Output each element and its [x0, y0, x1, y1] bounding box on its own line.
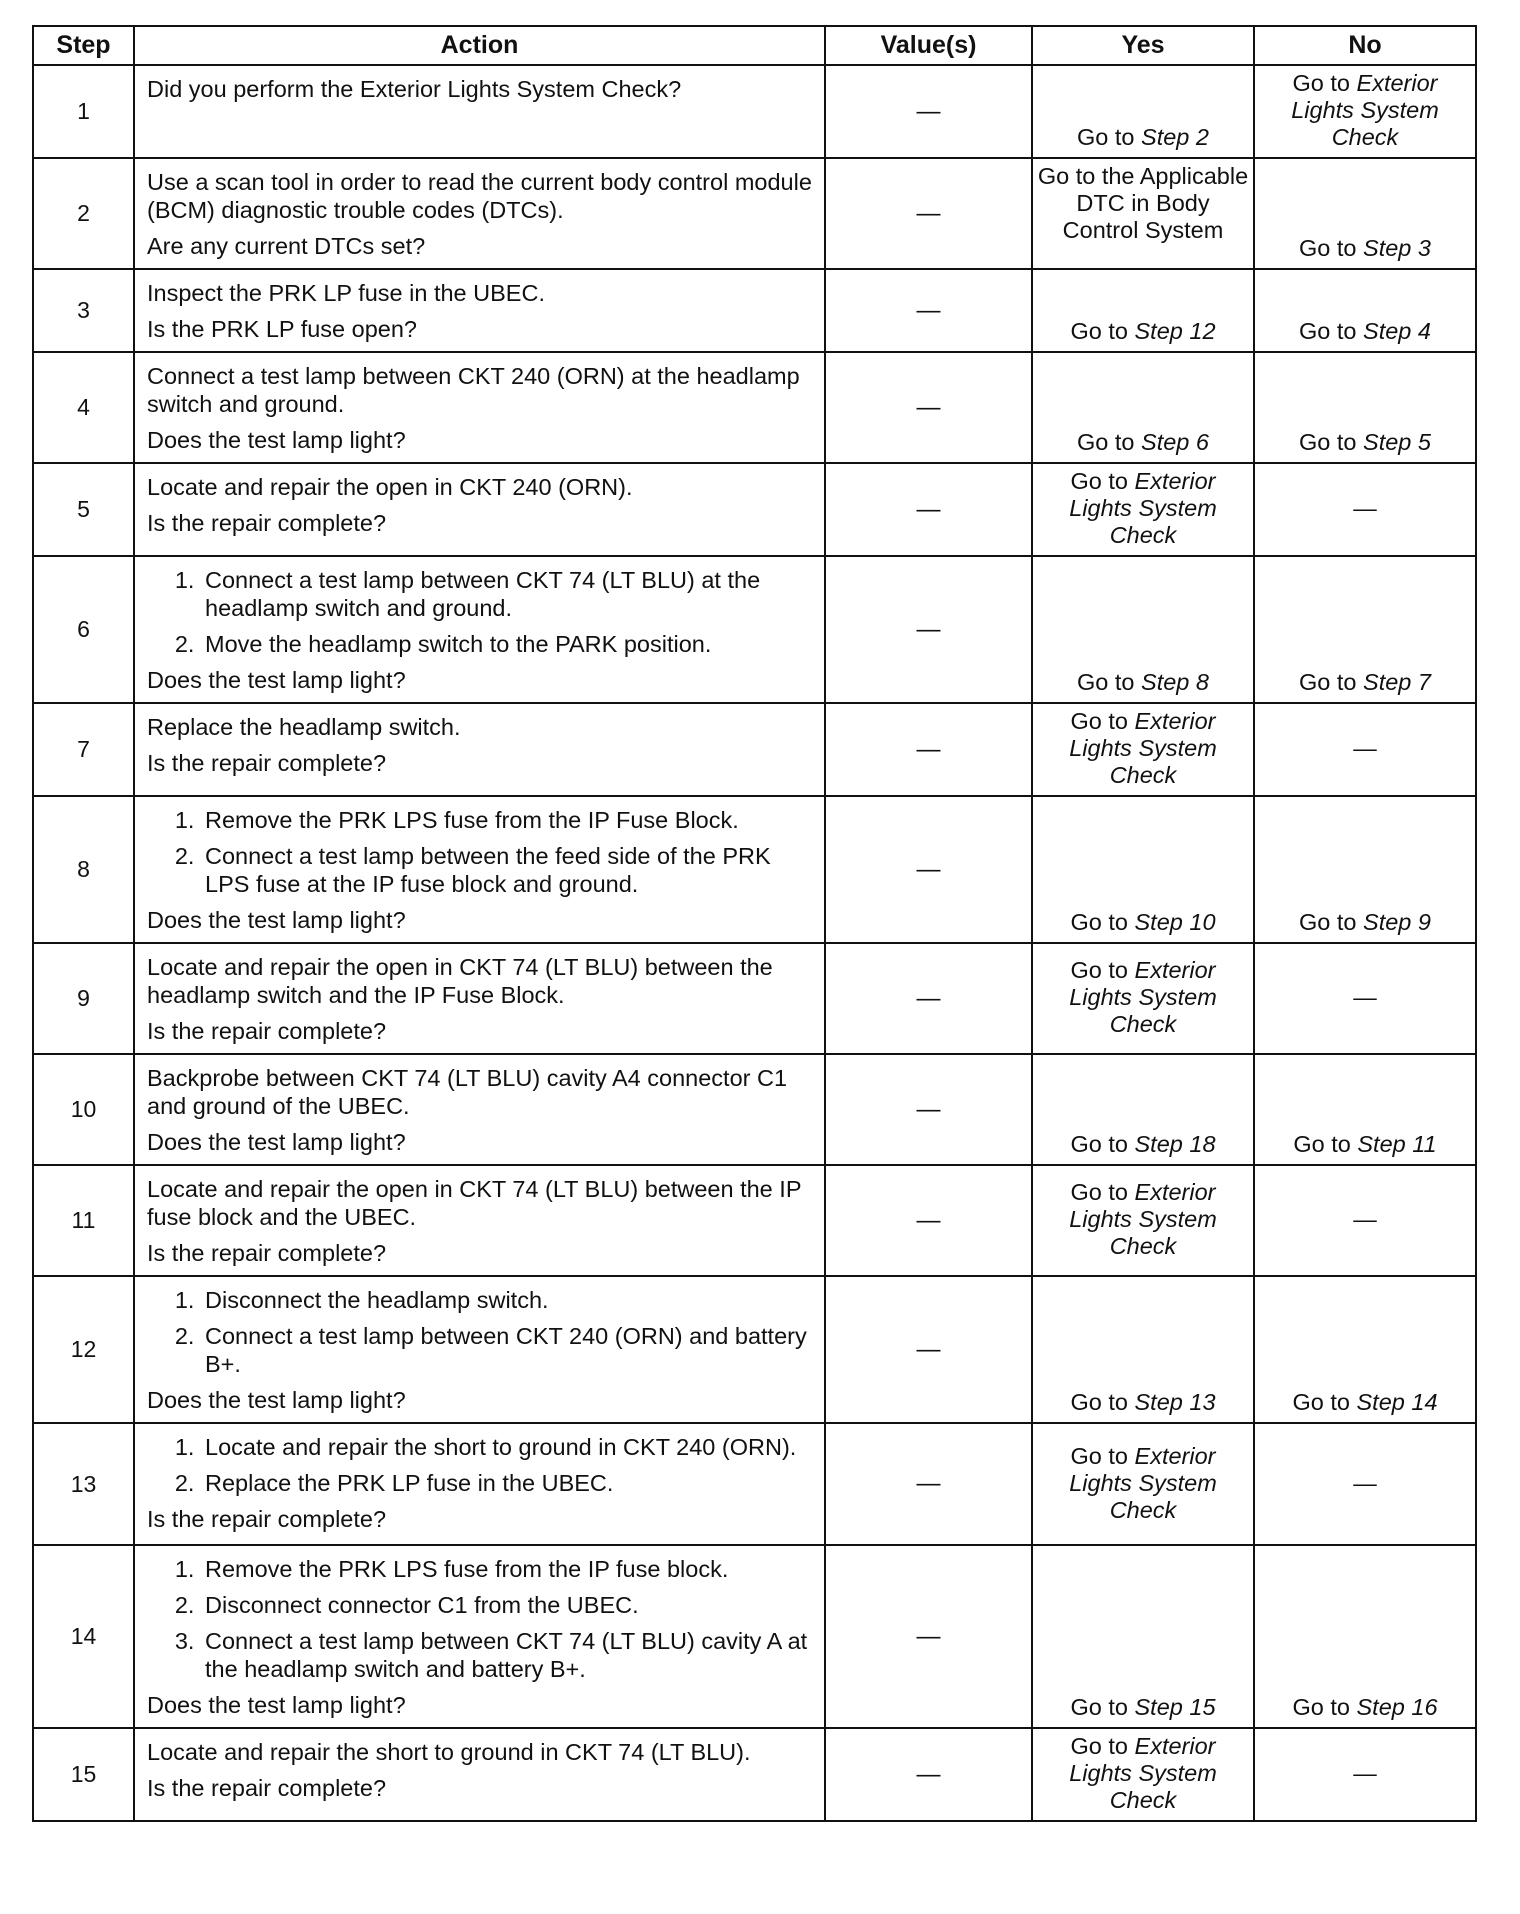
no-cell	[1254, 943, 1476, 1054]
yes-prefix: Go to	[1070, 708, 1135, 734]
substep-item: 2. Move the headlamp switch to the PARK position.	[201, 630, 814, 658]
value-cell: —	[825, 1545, 1032, 1728]
yes-prefix: Go to	[1070, 468, 1135, 494]
yes-prefix: Go to	[1070, 1389, 1135, 1415]
value-cell: —	[825, 1423, 1032, 1545]
question-text: Does the test lamp light?	[147, 1387, 406, 1413]
no-cell	[1254, 1165, 1476, 1276]
value-cell: —	[825, 703, 1032, 796]
no-cell	[1254, 796, 1476, 943]
no-prefix: Go to	[1299, 909, 1364, 935]
yes-link[interactable]: Step 13	[1134, 1389, 1216, 1415]
no-dash: —	[1353, 1760, 1377, 1786]
step-number: 4	[33, 352, 134, 463]
yes-cell	[1032, 65, 1254, 158]
action-text: Locate and repair the open in CKT 240 (ORN).	[147, 474, 633, 500]
yes-link[interactable]: Exterior Lights System Check	[1069, 468, 1217, 548]
substep-item: 2. Connect a test lamp between CKT 240 (ORN) and battery B+.	[201, 1322, 814, 1378]
substep-item: 1. Disconnect the headlamp switch.	[201, 1286, 814, 1314]
action-text: Are any current DTCs set?	[147, 233, 426, 259]
value-cell: —	[825, 352, 1032, 463]
value-cell: —	[825, 1054, 1032, 1165]
value-cell: —	[825, 1728, 1032, 1821]
yes-cell	[1032, 556, 1254, 703]
yes-cell	[1032, 463, 1254, 556]
substep-item: 2. Disconnect connector C1 from the UBEC.	[201, 1591, 814, 1619]
no-prefix: Go to	[1292, 1694, 1357, 1720]
action-text: Locate and repair the short to ground in CKT 74 (LT BLU).	[147, 1739, 751, 1765]
yes-link[interactable]: Step 8	[1141, 669, 1209, 695]
no-prefix: Go to	[1299, 429, 1364, 455]
table-row	[33, 1423, 1476, 1545]
table-row	[33, 703, 1476, 796]
action-text: Does the test lamp light?	[147, 1129, 406, 1155]
no-dash: —	[1353, 984, 1377, 1010]
action-cell	[134, 1276, 825, 1423]
yes-prefix: Go to	[1070, 318, 1135, 344]
step-number: 7	[33, 703, 134, 796]
step-number: 2	[33, 158, 134, 269]
step-number: 10	[33, 1054, 134, 1165]
action-text: Is the PRK LP fuse open?	[147, 316, 417, 342]
action-text: Replace the headlamp switch.	[147, 714, 461, 740]
no-prefix: Go to	[1292, 70, 1357, 96]
action-cell	[134, 796, 825, 943]
action-cell	[134, 1054, 825, 1165]
yes-link[interactable]: Step 6	[1141, 429, 1209, 455]
table-row	[33, 943, 1476, 1054]
yes-link[interactable]: Step 12	[1134, 318, 1216, 344]
no-link[interactable]: Step 9	[1363, 909, 1431, 935]
no-link[interactable]: Step 3	[1363, 235, 1431, 261]
table-row	[33, 1165, 1476, 1276]
action-text: Did you perform the Exterior Lights System Check?	[147, 76, 682, 102]
yes-cell	[1032, 1545, 1254, 1728]
no-link[interactable]: Step 11	[1357, 1131, 1437, 1157]
yes-cell	[1032, 943, 1254, 1054]
substep-list	[147, 1433, 814, 1497]
substep-item: 2. Connect a test lamp between the feed side of the PRK LPS fuse at the IP fuse block and ground.	[201, 842, 814, 898]
question-text: Does the test lamp light?	[147, 1692, 406, 1718]
action-text: Inspect the PRK LP fuse in the UBEC.	[147, 280, 545, 306]
yes-cell	[1032, 1054, 1254, 1165]
yes-cell	[1032, 1728, 1254, 1821]
action-cell	[134, 556, 825, 703]
yes-link[interactable]: Exterior Lights System Check	[1069, 1179, 1217, 1259]
no-link[interactable]: Step 5	[1363, 429, 1431, 455]
yes-link[interactable]: Exterior Lights System Check	[1069, 957, 1217, 1037]
substep-item: 2. Replace the PRK LP fuse in the UBEC.	[201, 1469, 814, 1497]
action-text: Is the repair complete?	[147, 750, 387, 776]
value-cell: —	[825, 943, 1032, 1054]
substep-item: 1. Remove the PRK LPS fuse from the IP Fuse Block.	[201, 806, 814, 834]
action-cell	[134, 1423, 825, 1545]
yes-prefix: Go to	[1070, 1694, 1135, 1720]
yes-prefix: Go to	[1077, 429, 1142, 455]
action-text: Connect a test lamp between CKT 240 (ORN) at the headlamp switch and ground.	[147, 363, 800, 417]
substep-item: 1. Remove the PRK LPS fuse from the IP fuse block.	[201, 1555, 814, 1583]
yes-cell	[1032, 703, 1254, 796]
action-cell	[134, 65, 825, 158]
yes-cell	[1032, 796, 1254, 943]
no-dash: —	[1353, 1469, 1377, 1496]
no-dash: —	[1353, 1206, 1377, 1232]
step-number: 8	[33, 796, 134, 943]
substep-list	[147, 806, 814, 898]
yes-link[interactable]: Step 18	[1134, 1131, 1216, 1157]
substep-item: 3. Connect a test lamp between CKT 74 (LT BLU) cavity A at the headlamp switch and battery B+.	[201, 1627, 814, 1683]
no-link[interactable]: Step 4	[1363, 318, 1431, 344]
yes-cell	[1032, 1423, 1254, 1545]
step-number: 9	[33, 943, 134, 1054]
no-cell	[1254, 1423, 1476, 1545]
action-cell	[134, 703, 825, 796]
action-text: Use a scan tool in order to read the current body control module (BCM) diagnostic trouble codes (DTCs).	[147, 169, 812, 223]
yes-cell	[1032, 352, 1254, 463]
table-body	[33, 65, 1476, 1821]
step-number: 5	[33, 463, 134, 556]
no-prefix: Go to	[1292, 1389, 1357, 1415]
header-yes: Yes	[1032, 26, 1254, 65]
step-number: 12	[33, 1276, 134, 1423]
action-cell	[134, 943, 825, 1054]
yes-prefix: Go to	[1070, 1131, 1135, 1157]
action-cell	[134, 463, 825, 556]
step-number: 13	[33, 1423, 134, 1545]
yes-link[interactable]: Exterior Lights System Check	[1069, 1733, 1217, 1813]
yes-prefix: Go to the Applicable DTC in Body Control System	[1037, 163, 1249, 243]
yes-cell	[1032, 158, 1254, 269]
table-row	[33, 65, 1476, 158]
no-cell	[1254, 1545, 1476, 1728]
value-cell: —	[825, 556, 1032, 703]
no-dash: —	[1353, 735, 1377, 761]
yes-prefix: Go to	[1077, 669, 1142, 695]
no-link[interactable]: Step 14	[1356, 1389, 1438, 1415]
question-text: Is the repair complete?	[147, 1506, 387, 1532]
no-cell	[1254, 352, 1476, 463]
no-dash: —	[1353, 495, 1377, 521]
yes-cell	[1032, 1276, 1254, 1423]
step-number: 14	[33, 1545, 134, 1728]
table-row	[33, 1276, 1476, 1423]
action-text: Is the repair complete?	[147, 510, 387, 536]
yes-prefix: Go to	[1070, 909, 1135, 935]
yes-prefix: Go to	[1070, 957, 1135, 983]
step-number: 3	[33, 269, 134, 352]
yes-cell	[1032, 1165, 1254, 1276]
no-cell	[1254, 1276, 1476, 1423]
action-cell	[134, 352, 825, 463]
value-cell: —	[825, 1165, 1032, 1276]
value-cell: —	[825, 796, 1032, 943]
no-prefix: Go to	[1299, 318, 1364, 344]
yes-prefix: Go to	[1077, 124, 1142, 150]
action-text: Backprobe between CKT 74 (LT BLU) cavity A4 connector C1 and ground of the UBEC.	[147, 1065, 788, 1119]
question-text: Does the test lamp light?	[147, 667, 406, 693]
yes-link[interactable]: Step 2	[1141, 124, 1209, 150]
yes-prefix: Go to	[1070, 1179, 1135, 1205]
step-number: 6	[33, 556, 134, 703]
header-row	[33, 26, 1476, 65]
substep-list	[147, 1555, 814, 1683]
action-text: Does the test lamp light?	[147, 427, 406, 453]
yes-cell	[1032, 269, 1254, 352]
action-cell	[134, 269, 825, 352]
yes-link[interactable]: Exterior Lights System Check	[1069, 708, 1217, 788]
action-cell	[134, 1165, 825, 1276]
no-cell	[1254, 463, 1476, 556]
value-cell: —	[825, 65, 1032, 158]
yes-prefix: Go to	[1070, 1733, 1135, 1759]
yes-link[interactable]: Step 15	[1134, 1694, 1216, 1720]
table-row	[33, 269, 1476, 352]
table-row	[33, 158, 1476, 269]
no-cell	[1254, 1728, 1476, 1821]
header-action: Action	[134, 26, 825, 65]
yes-link[interactable]: Step 10	[1134, 909, 1216, 935]
action-text: Is the repair complete?	[147, 1775, 387, 1801]
no-link[interactable]: Exterior Lights System Check	[1291, 70, 1439, 150]
yes-prefix: Go to	[1070, 1442, 1135, 1469]
step-number: 15	[33, 1728, 134, 1821]
yes-link[interactable]: Exterior Lights System Check	[1069, 1442, 1217, 1523]
no-cell	[1254, 703, 1476, 796]
no-cell	[1254, 556, 1476, 703]
action-text: Locate and repair the open in CKT 74 (LT BLU) between the IP fuse block and the UBEC.	[147, 1176, 802, 1230]
substep-item: 1. Connect a test lamp between CKT 74 (LT BLU) at the headlamp switch and ground.	[201, 566, 814, 622]
table-row	[33, 556, 1476, 703]
substep-list	[147, 566, 814, 658]
no-link[interactable]: Step 7	[1363, 669, 1431, 695]
step-number: 1	[33, 65, 134, 158]
header-no: No	[1254, 26, 1476, 65]
no-cell	[1254, 1054, 1476, 1165]
action-text: Is the repair complete?	[147, 1240, 387, 1266]
header-values: Value(s)	[825, 26, 1032, 65]
value-cell: —	[825, 158, 1032, 269]
action-cell	[134, 1728, 825, 1821]
no-prefix: Go to	[1299, 669, 1364, 695]
no-cell	[1254, 158, 1476, 269]
value-cell: —	[825, 463, 1032, 556]
step-number: 11	[33, 1165, 134, 1276]
question-text: Does the test lamp light?	[147, 907, 406, 933]
table-row	[33, 1545, 1476, 1728]
action-text: Locate and repair the open in CKT 74 (LT BLU) between the headlamp switch and the IP Fuse Block.	[147, 954, 773, 1008]
diagnostic-table	[32, 25, 1477, 1822]
value-cell: —	[825, 1276, 1032, 1423]
table-row	[33, 1054, 1476, 1165]
table-row	[33, 352, 1476, 463]
action-cell	[134, 158, 825, 269]
value-cell: —	[825, 269, 1032, 352]
table-row	[33, 463, 1476, 556]
no-prefix: Go to	[1293, 1131, 1358, 1157]
no-prefix: Go to	[1299, 235, 1364, 261]
no-cell	[1254, 269, 1476, 352]
substep-list	[147, 1286, 814, 1378]
header-step: Step	[33, 26, 134, 65]
substep-item: 1. Locate and repair the short to ground in CKT 240 (ORN).	[201, 1433, 814, 1461]
table-row	[33, 796, 1476, 943]
action-cell	[134, 1545, 825, 1728]
no-link[interactable]: Step 16	[1356, 1694, 1438, 1720]
no-cell	[1254, 65, 1476, 158]
table-row	[33, 1728, 1476, 1821]
action-text: Is the repair complete?	[147, 1018, 387, 1044]
